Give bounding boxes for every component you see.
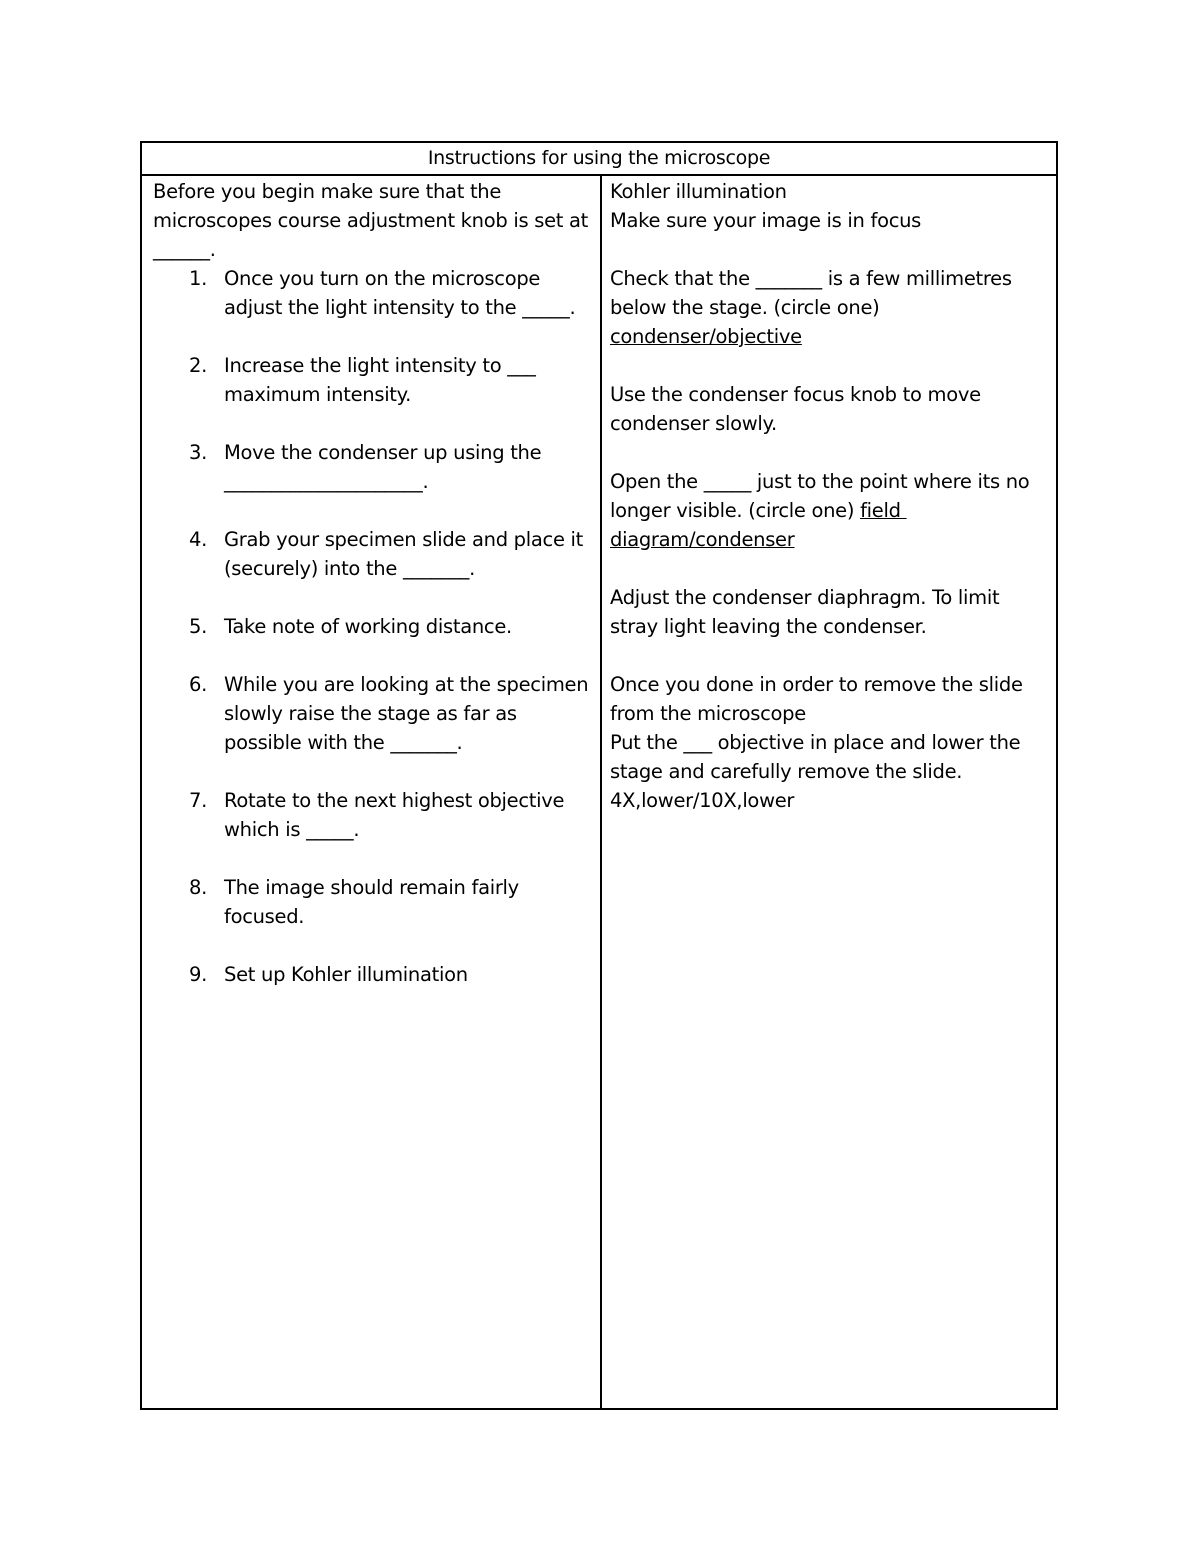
done-text: stage and carefully remove the slide. bbox=[610, 760, 963, 783]
step-text: focused. bbox=[224, 905, 305, 928]
step-item bbox=[153, 351, 593, 409]
open-option: field bbox=[860, 499, 907, 522]
step-number: 4. bbox=[189, 528, 208, 551]
check-text: below the stage. (circle one) bbox=[610, 296, 880, 319]
step-number: 5. bbox=[189, 615, 208, 638]
step-text: possible with the _______. bbox=[224, 731, 463, 754]
step-number: 6. bbox=[189, 673, 208, 696]
step-text: adjust the light intensity to the _____. bbox=[224, 296, 576, 319]
step-item bbox=[153, 264, 593, 322]
step-text: _____________________. bbox=[224, 470, 429, 493]
done-text: from the microscope bbox=[610, 702, 806, 725]
step-text: (securely) into the _______. bbox=[224, 557, 475, 580]
check-text: Check that the _______ is a few millimetres bbox=[610, 267, 1012, 290]
step-number: 9. bbox=[189, 963, 208, 986]
step-item bbox=[153, 873, 593, 931]
open-text-line bbox=[610, 496, 1050, 525]
step-text: The image should remain fairly bbox=[224, 876, 519, 899]
done-text: Once you done in order to remove the slide bbox=[610, 673, 1023, 696]
step-number: 8. bbox=[189, 876, 208, 899]
step-text: slowly raise the stage as far as bbox=[224, 702, 517, 725]
step-text: Grab your specimen slide and place it bbox=[224, 528, 584, 551]
adjust-text: stray light leaving the condenser. bbox=[610, 615, 927, 638]
step-item bbox=[153, 670, 593, 757]
left-column bbox=[153, 177, 593, 989]
open-text: longer visible. (circle one) bbox=[610, 499, 861, 522]
step-item bbox=[153, 612, 593, 641]
use-text: Use the condenser focus knob to move bbox=[610, 383, 981, 406]
open-option: diagram/condenser bbox=[610, 528, 795, 551]
step-text: Set up Kohler illumination bbox=[224, 963, 468, 986]
step-item bbox=[153, 786, 593, 844]
step-number: 7. bbox=[189, 789, 208, 812]
intro-line: microscopes course adjustment knob is set at bbox=[153, 209, 589, 232]
intro-line: ______. bbox=[153, 238, 216, 261]
right-column bbox=[610, 177, 1050, 815]
table-title: Instructions for using the microscope bbox=[142, 143, 1056, 176]
column-divider bbox=[600, 176, 602, 1408]
done-text: Put the ___ objective in place and lower the bbox=[610, 731, 1021, 754]
step-text: Rotate to the next highest objective bbox=[224, 789, 565, 812]
step-text: Increase the light intensity to ___ bbox=[224, 354, 536, 377]
instructions-table bbox=[140, 141, 1058, 1410]
focus-note: Make sure your image is in focus bbox=[610, 209, 922, 232]
step-text: Once you turn on the microscope bbox=[224, 267, 541, 290]
step-text: Take note of working distance. bbox=[224, 615, 512, 638]
step-item bbox=[153, 438, 593, 496]
step-number: 1. bbox=[189, 267, 208, 290]
step-item bbox=[153, 525, 593, 583]
kohler-heading: Kohler illumination bbox=[610, 180, 787, 203]
step-number: 2. bbox=[189, 354, 208, 377]
step-text: maximum intensity. bbox=[224, 383, 412, 406]
done-text: 4X,lower/10X,lower bbox=[610, 789, 795, 812]
step-number: 3. bbox=[189, 441, 208, 464]
step-text: which is _____. bbox=[224, 818, 360, 841]
intro-line: Before you begin make sure that the bbox=[153, 180, 502, 203]
step-text: While you are looking at the specimen bbox=[224, 673, 589, 696]
use-text: condenser slowly. bbox=[610, 412, 777, 435]
check-options: condenser/objective bbox=[610, 325, 802, 348]
adjust-text: Adjust the condenser diaphragm. To limit bbox=[610, 586, 1000, 609]
step-item bbox=[153, 960, 593, 989]
open-text: Open the _____ just to the point where its no bbox=[610, 470, 1030, 493]
step-text: Move the condenser up using the bbox=[224, 441, 542, 464]
